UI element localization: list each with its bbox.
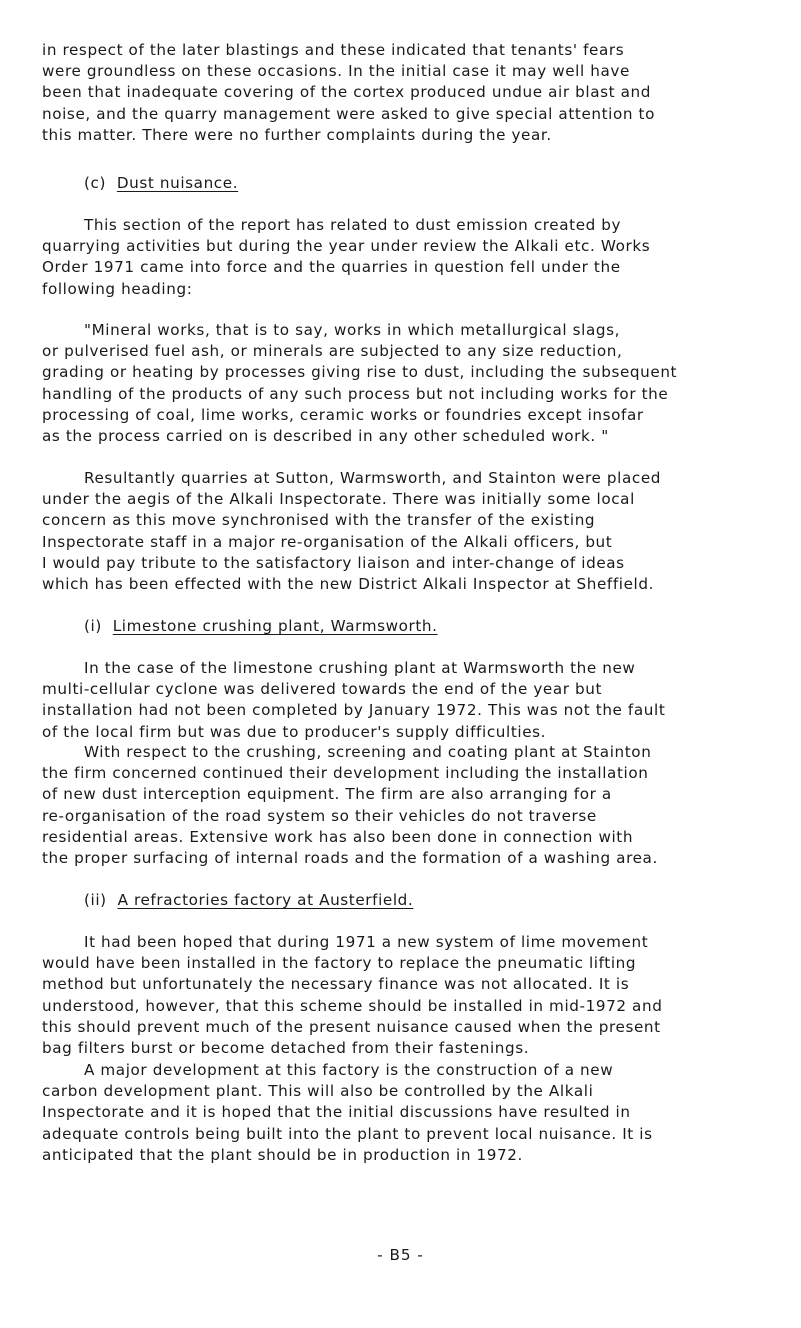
- section-title: Dust nuisance.: [116, 174, 239, 192]
- text-line: With respect to the crushing, screening and coating plant at Stainton: [84, 743, 652, 761]
- text-line: would have been installed in the factory to replace the pneumatic lifting: [42, 954, 637, 973]
- text-line: this should prevent much of the present nuisance caused when the present: [42, 1017, 661, 1036]
- text-line: in respect of the later blastings and these indicated that tenants' fears: [42, 41, 625, 59]
- text-line: noise, and the quarry management were asked to give special attention to: [42, 104, 655, 123]
- text-line: "Mineral works, that is to say, works in which metallurgical slags,: [84, 321, 621, 339]
- section-heading-dust-nuisance: [84, 173, 238, 194]
- text-line: carbon development plant. This will also be controlled by the Alkali: [42, 1082, 594, 1101]
- text-line: bag filters burst or become detached from their fastenings.: [42, 1039, 530, 1058]
- text-line: A major development at this factory is the construction of a new: [84, 1061, 614, 1079]
- text-line: Inspectorate staff in a major re-organisation of the Alkali officers, but: [42, 532, 613, 551]
- section-title: A refractories factory at Austerfield.: [117, 891, 414, 909]
- text-line: adequate controls being built into the plant to prevent local nuisance. It is: [42, 1124, 653, 1143]
- text-line: grading or heating by processes giving rise to dust, including the subsequent: [42, 363, 678, 382]
- text-line: method but unfortunately the necessary finance was not allocated. It is: [42, 975, 630, 994]
- section-title: Limestone crushing plant, Warmsworth.: [112, 617, 438, 635]
- text-line: quarrying activities but during the year under review the Alkali etc. Works: [42, 237, 651, 256]
- paragraph-stainton-plant: [42, 742, 658, 869]
- paragraph-blastings: [42, 40, 655, 146]
- section-number: (c): [84, 174, 107, 192]
- text-line: I would pay tribute to the satisfactory liaison and inter-change of ideas: [42, 553, 625, 572]
- paragraph-limestone-cyclone: [42, 658, 665, 743]
- paragraph-dust-emission: [42, 215, 650, 300]
- section-heading-refractories-factory: [84, 890, 413, 911]
- text-line: were groundless on these occasions. In the initial case it may well have: [42, 62, 630, 81]
- text-line: following heading:: [42, 279, 193, 298]
- section-heading-limestone-plant: [84, 616, 438, 637]
- paragraph-alkali-inspectorate: [42, 468, 661, 595]
- text-line: In the case of the limestone crushing plant at Warmsworth the new: [84, 659, 636, 677]
- paragraph-carbon-plant: [42, 1060, 653, 1166]
- text-line: anticipated that the plant should be in production in 1972.: [42, 1145, 523, 1164]
- paragraph-lime-movement: [42, 932, 662, 1059]
- text-line: Resultantly quarries at Sutton, Warmsworth, and Stainton were placed: [84, 469, 662, 487]
- text-line: the proper surfacing of internal roads and the formation of a washing area.: [42, 849, 658, 868]
- text-line: or pulverised fuel ash, or minerals are subjected to any size reduction,: [42, 342, 623, 361]
- text-line: concern as this move synchronised with the transfer of the existing: [42, 511, 596, 530]
- text-line: which has been effected with the new District Alkali Inspector at Sheffield.: [42, 575, 655, 594]
- text-line: processing of coal, lime works, ceramic works or foundries except insofar: [42, 405, 644, 424]
- text-line: handling of the products of any such process but not including works for the: [42, 384, 669, 403]
- text-line: This section of the report has related to dust emission created by: [84, 216, 622, 234]
- text-line: of the local firm but was due to producer's supply difficulties.: [42, 722, 547, 741]
- page-number: - B5 -: [377, 1246, 424, 1264]
- text-line: multi-cellular cyclone was delivered towards the end of the year but: [42, 680, 603, 699]
- text-line: this matter. There were no further complaints during the year.: [42, 125, 552, 144]
- text-line: Inspectorate and it is hoped that the initial discussions have resulted in: [42, 1103, 631, 1122]
- text-line: under the aegis of the Alkali Inspectorate. There was initially some local: [42, 490, 635, 509]
- paragraph-quoted-definition: [42, 320, 677, 447]
- text-line: understood, however, that this scheme should be installed in mid-1972 and: [42, 996, 663, 1015]
- section-number: (i): [84, 617, 102, 635]
- text-line: re-organisation of the road system so their vehicles do not traverse: [42, 806, 597, 825]
- text-line: Order 1971 came into force and the quarries in question fell under the: [42, 258, 621, 277]
- text-line: as the process carried on is described in any other scheduled work. ": [42, 427, 609, 446]
- text-line: It had been hoped that during 1971 a new system of lime movement: [84, 933, 649, 951]
- text-line: been that inadequate covering of the cortex produced undue air blast and: [42, 83, 651, 102]
- section-number: (ii): [84, 891, 107, 909]
- text-line: of new dust interception equipment. The firm are also arranging for a: [42, 785, 612, 804]
- text-line: installation had not been completed by January 1972. This was not the fault: [42, 701, 666, 720]
- text-line: the firm concerned continued their development including the installation: [42, 764, 649, 783]
- text-line: residential areas. Extensive work has also been done in connection with: [42, 827, 634, 846]
